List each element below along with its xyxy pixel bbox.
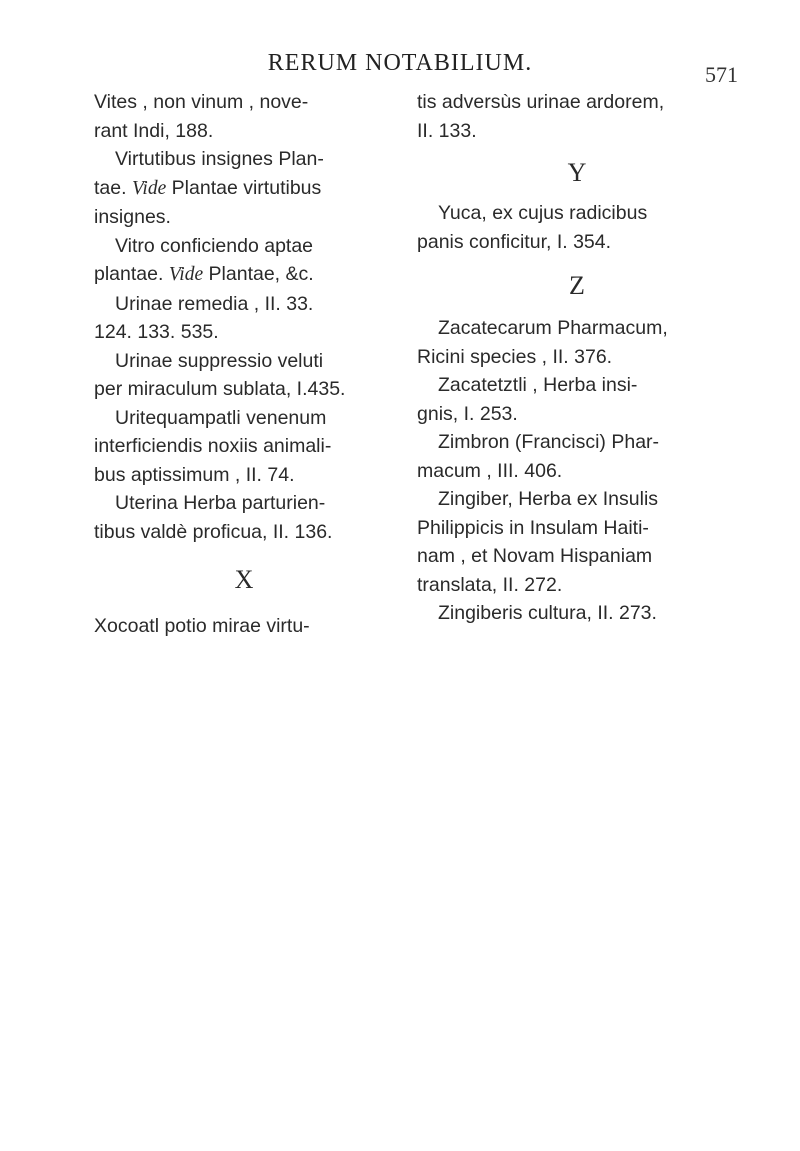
entry-line: Philippicis in Insulam Haiti-	[417, 516, 649, 539]
entry-line: Vites , non vinum , nove-	[94, 91, 309, 113]
entry-line: translata, II. 272.	[417, 573, 563, 596]
entry-line: nam , et Novam Hispaniam	[417, 545, 653, 567]
entry-line: panis conficitur, I. 354.	[417, 230, 612, 253]
entry-line: Uritequampatli venenum	[115, 406, 327, 429]
entry-line: rant Indi, 188.	[94, 119, 214, 142]
entry-line: tae. Vide Plantae virtutibus	[94, 176, 322, 199]
entry-line: tibus valdè proficua, II. 136.	[94, 520, 333, 543]
entry-line: per miraculum sublata, I.435.	[94, 378, 346, 400]
vide-reference: Vide	[131, 177, 167, 199]
entry-line: Xocoatl potio mirae virtu-	[94, 615, 310, 637]
entry-line: Urinae suppressio veluti	[115, 349, 324, 372]
index-column-left	[94, 88, 394, 641]
entry-line: Zacatetztli , Herba insi-	[438, 374, 638, 396]
entry-line: Urinae remedia , II. 33.	[115, 292, 314, 315]
index-column-right	[417, 88, 737, 628]
entry-line: Zingiber, Herba ex Insulis	[438, 488, 659, 510]
section-letter-y: Y	[567, 158, 587, 187]
entry-line: Virtutibus insignes Plan-	[115, 148, 324, 170]
running-header: RERUM NOTABILIUM.	[267, 50, 533, 76]
entry-line: plantae. Vide Plantae, &c.	[94, 263, 314, 285]
entry-line: 124. 133. 535.	[94, 321, 219, 343]
entry-line: insignes.	[94, 206, 171, 228]
entry-line: Uterina Herba parturien-	[115, 492, 326, 514]
entry-line: Yuca, ex cujus radicibus	[438, 202, 648, 224]
entry-line: Ricini species , II. 376.	[417, 345, 613, 368]
entry-line: Vitro conficiendo aptae	[115, 234, 314, 257]
entry-line: Zingiberis cultura, II. 273.	[438, 602, 657, 624]
section-letter-x: X	[234, 565, 254, 594]
entry-line: Zacatecarum Pharmacum,	[438, 317, 668, 339]
section-letter-z: Z	[569, 271, 585, 300]
entry-line: II. 133.	[417, 119, 477, 142]
entry-line: Zimbron (Francisci) Phar-	[438, 431, 660, 453]
page-number: 571	[705, 62, 738, 87]
entry-line: interficiendis noxiis animali-	[94, 435, 332, 457]
entry-line: gnis, I. 253.	[417, 402, 518, 425]
entry-line: tis adversùs urinae ardorem,	[417, 91, 665, 113]
entry-line: macum , III. 406.	[417, 459, 563, 482]
entry-line: bus aptissimum , II. 74.	[94, 463, 295, 486]
vide-reference: Vide	[168, 264, 204, 285]
